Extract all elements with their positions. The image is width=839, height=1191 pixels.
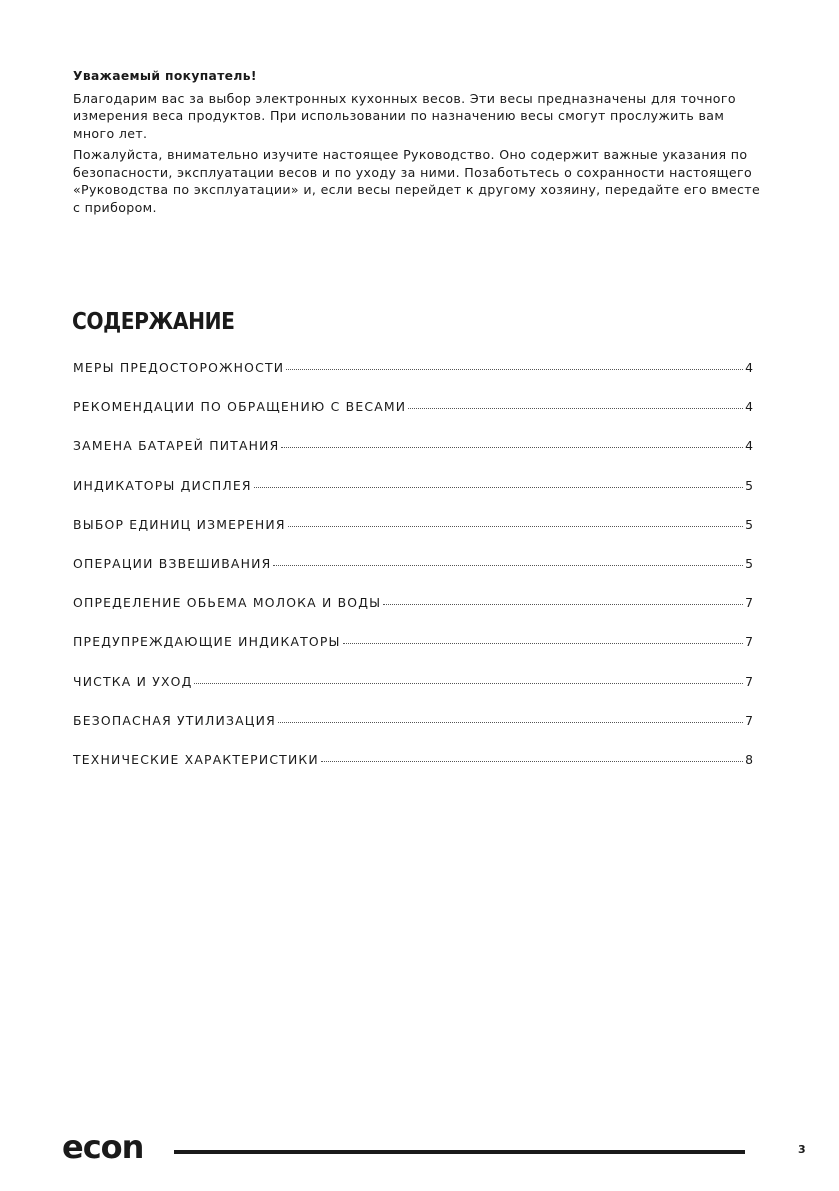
toc-dot-leader (281, 447, 743, 448)
toc-item-label: ИНДИКАТОРЫ ДИСПЛЕЯ (73, 477, 252, 493)
toc-item[interactable] (73, 360, 753, 399)
toc-item-label: ТЕХНИЧЕСКИЕ ХАРАКТЕРИСТИКИ (73, 751, 319, 767)
intro-paragraph-1: Благодарим вас за выбор электронных кухонных весов. Эти весы предназначены для точного измерения веса продуктов. При использовании по назначению весы смогут прослужить вам много лет. (73, 90, 736, 141)
toc-dot-leader (288, 526, 743, 527)
toc-item[interactable] (73, 752, 753, 791)
toc-dot-leader (194, 683, 743, 684)
toc-item-page: 7 (745, 673, 753, 689)
toc-item[interactable] (73, 438, 753, 477)
toc-item[interactable] (73, 674, 753, 713)
toc-dot-leader (343, 643, 743, 644)
toc-dot-leader (278, 722, 743, 723)
toc-item[interactable] (73, 399, 753, 438)
toc-dot-leader (408, 408, 743, 409)
toc-title: СОДЕРЖАНИЕ (72, 309, 235, 335)
toc-item-label: МЕРЫ ПРЕДОСТОРОЖНОСТИ (73, 360, 285, 375)
intro-greeting: Уважаемый покупатель! (73, 69, 257, 83)
toc-item-label: БЕЗОПАСНАЯ УТИЛИЗАЦИЯ (73, 712, 276, 728)
toc-item-page: 5 (745, 555, 753, 571)
toc-dot-leader (273, 565, 743, 566)
toc-item-page: 7 (745, 634, 753, 650)
page-number: 3 (798, 1143, 806, 1156)
toc-item-page: 5 (745, 477, 753, 493)
toc-item-label: ОПЕРАЦИИ ВЗВЕШИВАНИЯ (73, 555, 272, 571)
toc-item[interactable] (73, 595, 753, 634)
toc-item-page: 7 (745, 595, 753, 611)
toc-dot-leader (254, 487, 743, 488)
toc-item[interactable] (73, 478, 753, 517)
toc-dot-leader (383, 604, 743, 605)
toc-item-page: 4 (745, 399, 753, 415)
toc-item-page: 7 (745, 712, 753, 728)
toc-item-label: ВЫБОР ЕДИНИЦ ИЗМЕРЕНИЯ (73, 516, 286, 532)
toc-item[interactable] (73, 713, 753, 752)
intro-section (73, 68, 769, 220)
brand-logo: econ (62, 1128, 144, 1166)
toc-item[interactable] (73, 634, 753, 673)
toc-item-page: 4 (745, 438, 753, 454)
table-of-contents (73, 360, 753, 791)
toc-item-label: РЕКОМЕНДАЦИИ ПО ОБРАЩЕНИЮ С ВЕСАМИ (73, 399, 407, 415)
toc-dot-leader (321, 761, 743, 762)
toc-item-label: ЗАМЕНА БАТАРЕЙ ПИТАНИЯ (73, 438, 280, 454)
toc-item-label: ОПРЕДЕЛЕНИЕ ОБЬЕМА МОЛОКА И ВОДЫ (73, 595, 382, 611)
toc-item-page: 5 (745, 516, 753, 532)
footer-divider (174, 1150, 745, 1154)
toc-item-label: ЧИСТКА И УХОД (73, 673, 193, 689)
toc-item-label: ПРЕДУПРЕЖДАЮЩИЕ ИНДИКАТОРЫ (73, 634, 341, 650)
toc-item[interactable] (73, 517, 753, 556)
toc-item-page: 4 (745, 360, 753, 375)
toc-item[interactable] (73, 556, 753, 595)
intro-paragraph-2: Пожалуйста, внимательно изучите настоящее Руководство. Оно содержит важные указания по безопасности, эксплуатации весов и по уходу за ними. Позаботьтесь о сохранности настоящего «Руководства по эксплуатации» и, если весы перейдет к другому хозяину, передайте его вместе с прибором. (73, 147, 761, 215)
toc-item-page: 8 (745, 751, 753, 767)
toc-dot-leader (286, 369, 743, 370)
